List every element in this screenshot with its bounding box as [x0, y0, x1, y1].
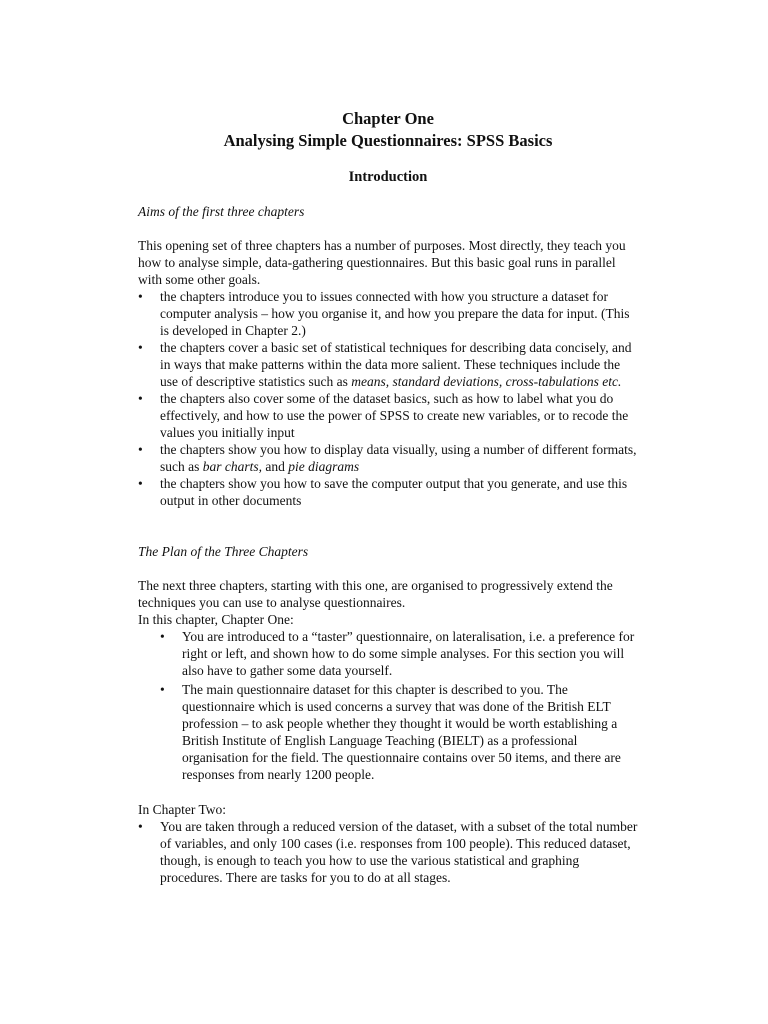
aims-bullet-list [138, 288, 638, 509]
chapter-two-bullet-list [138, 818, 638, 886]
chapter-title: Chapter One [342, 109, 434, 128]
list-item [138, 628, 638, 679]
introduction-heading: Introduction [348, 169, 428, 185]
bullet-text: You are taken through a reduced version of the dataset, with a subset of the total number of variables, and only 100 cases (i.e. responses from 100 people). This reduced dataset, though, is enough to teach you how to use the various statistical and graphing procedures. There are tasks for you to do at all stages. [160, 819, 638, 885]
list-item [138, 390, 638, 441]
chapter-two-label: In Chapter Two: [138, 802, 227, 817]
list-item [138, 818, 638, 886]
list-item [138, 441, 638, 475]
bullet-text: The main questionnaire dataset for this chapter is described to you. The questionnaire which is used concerns a survey that was done of the British ELT profession – to ask people whether they thought it would be worth establishing a British Institute of English Language Teaching (BIELT) as a professional organisation for the field. The questionnaire contains over 50 items, and there are responses from nearly 1200 people. [182, 682, 621, 782]
plan-heading: The Plan of the Three Chapters [138, 544, 309, 559]
bullet-emphasis: pie diagrams [288, 459, 360, 474]
bullet-text: and [262, 459, 289, 474]
bullet-emphasis: bar charts, [202, 459, 263, 474]
bullet-text: the chapters cover a basic set of statistical techniques for describing data concisely, and in ways that make patterns within the data more salient. These techniques include the use of descriptive statistics such as [160, 340, 632, 389]
chapter-subtitle: Analysing Simple Questionnaires: SPSS Basics [223, 131, 553, 150]
list-item [138, 475, 638, 509]
chapter-one-label: In this chapter, Chapter One: [138, 612, 294, 627]
bullet-text: the chapters introduce you to issues connected with how you structure a dataset for computer analysis – how you organise it, and how you prepare the data for input. (This is developed in Chapter 2.) [160, 289, 630, 338]
bullet-text: the chapters show you how to display data visually, using a number of different formats, such as [160, 442, 637, 474]
bullet-text: the chapters also cover some of the dataset basics, such as how to label what you do effectively, and how to use the power of SPSS to create new variables, or to recode the values you initially input [160, 391, 629, 440]
list-item [138, 288, 638, 339]
document-page [138, 108, 638, 886]
chapter-one-bullet-list [138, 628, 638, 783]
list-item [138, 339, 638, 390]
aims-paragraph: This opening set of three chapters has a number of purposes. Most directly, they teach you how to analyse simple, data-gathering questionnaires. But this basic goal runs in parallel with some other goals. [138, 238, 626, 287]
aims-heading: Aims of the first three chapters [138, 204, 305, 219]
list-item [138, 681, 638, 783]
plan-paragraph: The next three chapters, starting with this one, are organised to progressively extend the techniques you can use to analyse questionnaires. [138, 578, 613, 610]
bullet-emphasis: means, standard deviations, cross-tabulations etc. [351, 374, 622, 389]
bullet-text: You are introduced to a “taster” questionnaire, on lateralisation, i.e. a preference for right or left, and shown how to do some simple analyses. For this section you will also have to gather some data yourself. [182, 629, 635, 678]
bullet-text: the chapters show you how to save the computer output that you generate, and use this output in other documents [160, 476, 628, 508]
